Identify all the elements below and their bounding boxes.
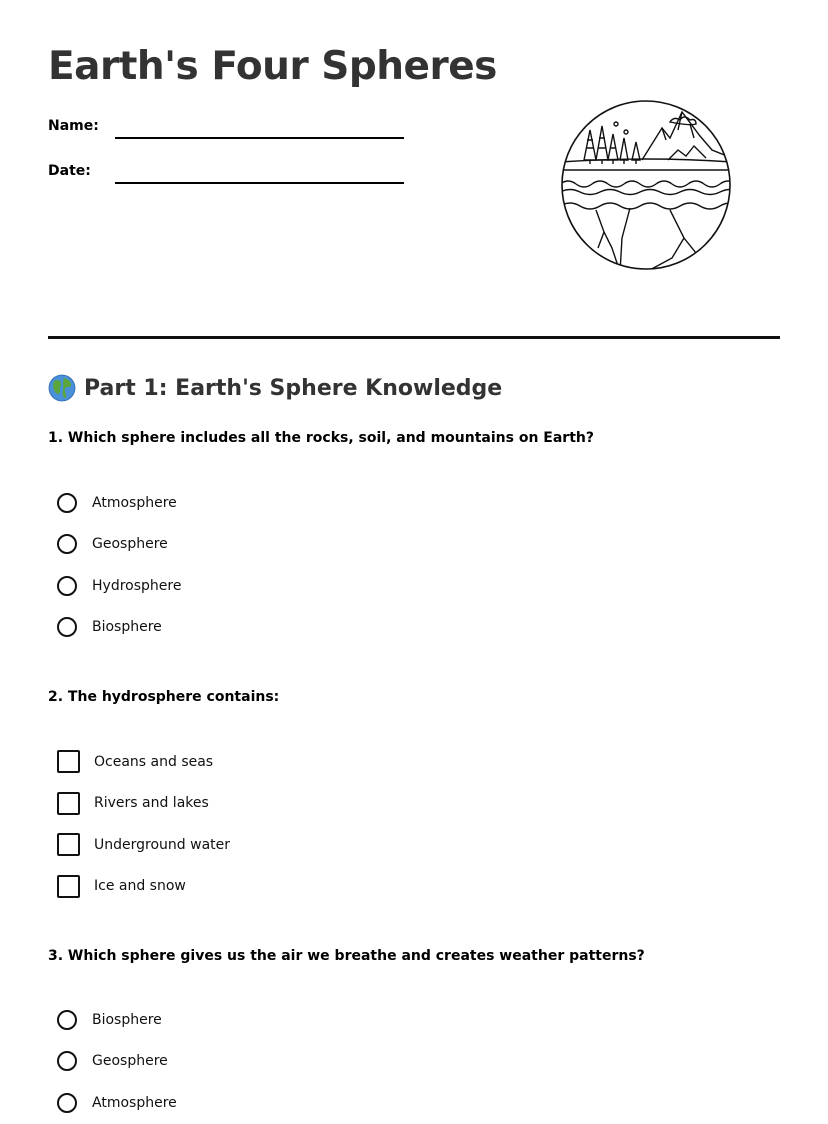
option-label: Atmosphere xyxy=(92,494,177,511)
checkbox[interactable] xyxy=(57,792,80,815)
checkbox[interactable] xyxy=(57,875,80,898)
option-label: Geosphere xyxy=(92,1053,168,1070)
option-item[interactable] xyxy=(57,783,230,825)
option-label: Ice and snow xyxy=(94,878,186,895)
question-2: 2. The hydrosphere contains: xyxy=(48,689,280,705)
name-field[interactable] xyxy=(115,137,404,139)
date-field[interactable] xyxy=(115,182,404,184)
option-item[interactable] xyxy=(57,524,181,566)
radio-button[interactable] xyxy=(57,1051,77,1071)
radio-button[interactable] xyxy=(57,493,77,513)
checkbox[interactable] xyxy=(57,833,80,856)
question-1-options xyxy=(57,482,181,648)
option-item[interactable] xyxy=(57,607,181,649)
option-label: Biosphere xyxy=(92,619,162,636)
option-label: Geosphere xyxy=(92,536,168,553)
option-item[interactable] xyxy=(57,824,230,866)
worksheet-title: Earth's Four Spheres xyxy=(48,44,497,89)
option-item[interactable] xyxy=(57,866,230,908)
option-item[interactable] xyxy=(57,565,181,607)
option-label: Oceans and seas xyxy=(94,753,214,770)
question-1: 1. Which sphere includes all the rocks, soil, and mountains on Earth? xyxy=(48,430,594,446)
name-label: Name: xyxy=(48,118,99,134)
option-item[interactable] xyxy=(57,999,177,1041)
radio-button[interactable] xyxy=(57,617,77,637)
option-item[interactable] xyxy=(57,482,181,524)
option-label: Rivers and lakes xyxy=(94,795,209,812)
radio-button[interactable] xyxy=(57,576,77,596)
option-label: Atmosphere xyxy=(92,1094,177,1111)
question-2-options xyxy=(57,741,230,907)
option-label: Hydrosphere xyxy=(92,577,182,594)
question-3: 3. Which sphere gives us the air we breathe and creates weather patterns? xyxy=(48,948,645,964)
radio-button[interactable] xyxy=(57,534,77,554)
globe-earth-icon xyxy=(48,374,76,402)
radio-button[interactable] xyxy=(57,1093,77,1113)
option-item[interactable] xyxy=(57,741,230,783)
radio-button[interactable] xyxy=(57,1010,77,1030)
section-title xyxy=(48,374,502,402)
section-divider xyxy=(48,336,780,339)
earth-spheres-illustration xyxy=(560,98,732,272)
option-item[interactable] xyxy=(57,1082,177,1124)
option-label: Biosphere xyxy=(92,1011,162,1028)
section-title-text: Part 1: Earth's Sphere Knowledge xyxy=(84,375,503,401)
date-label: Date: xyxy=(48,163,91,179)
checkbox[interactable] xyxy=(57,750,80,773)
option-item[interactable] xyxy=(57,1041,177,1083)
question-3-options xyxy=(57,999,177,1124)
option-label: Underground water xyxy=(94,836,231,853)
